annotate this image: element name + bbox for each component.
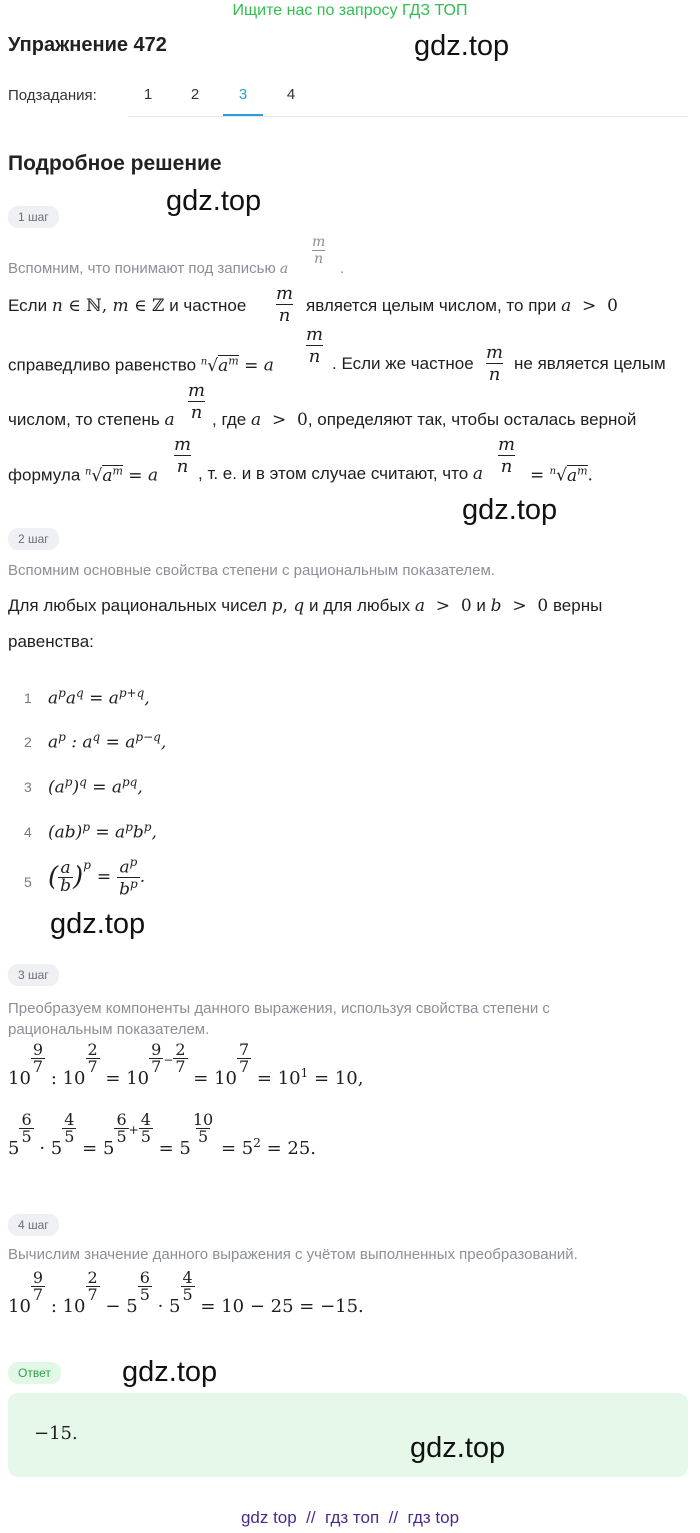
watermark: gdz.top xyxy=(50,908,146,940)
step-badge: 3 шаг xyxy=(8,964,59,986)
text: формула xyxy=(8,465,81,485)
text: Если xyxy=(8,296,48,315)
calc-line-2: 5 $\frac{6}{5}$ · 5 $\frac{4}{5}$ = 5 $\frac{6}{5}$ + $\frac{4}{5}$ = 5 $\frac{10}{5}$ = $5^2 = 25$. xyxy=(8,1110,316,1159)
step1-line3b: , где a > 0, определяют так, чтобы осталась верной xyxy=(212,410,637,430)
answer-badge: Ответ xyxy=(8,1362,61,1384)
property-formula: ( $\frac{a}{b}$ ) p = $\frac{a^p}{b^p}$ . xyxy=(48,855,146,900)
fraction-m-n: m n xyxy=(498,434,516,477)
formula-root: = $^n√a^m$. xyxy=(530,464,593,486)
text: , определяют так, чтобы осталась верной xyxy=(307,410,637,429)
property-formula: $a^pa^q = a^{p+q}$, xyxy=(48,686,150,709)
page-title: Упражнение 472 xyxy=(8,34,167,56)
tab-subtask-1[interactable]: 1 xyxy=(143,86,153,103)
list-number: 2 xyxy=(24,734,32,750)
subtasks-label: Подзадания: xyxy=(8,87,97,104)
answer-box xyxy=(8,1393,688,1477)
step-intro: Вспомним основные свойства степени с рациональным показателем. xyxy=(8,562,495,579)
fraction-m-n: m n xyxy=(188,380,206,423)
fraction-m-n: m n xyxy=(306,324,324,367)
text: . Если же частное xyxy=(332,354,474,373)
text: и для любых xyxy=(308,596,411,615)
active-tab-indicator xyxy=(223,114,263,116)
text: и частное xyxy=(169,296,247,315)
step1-line4: формула $^n√a^m = a$ xyxy=(8,464,159,486)
step1-line2b xyxy=(332,354,474,374)
step1-line1: Если n ∈ ℕ, m ∈ ℤ и частное xyxy=(8,296,247,316)
list-number: 1 xyxy=(24,690,32,706)
punct: . xyxy=(340,260,345,277)
step2-line1: Для любых рациональных чисел p, q и для любых a > 0 и b > 0 верны xyxy=(8,596,603,616)
text: , т. е. и в этом случае считают, что xyxy=(198,464,469,483)
text: числом, то степень xyxy=(8,410,160,429)
property-formula: $a^p$ : $a^q = a^{p-q}$, xyxy=(48,730,167,753)
tab-subtask-4[interactable]: 4 xyxy=(286,86,296,103)
text: Для любых рациональных чисел xyxy=(8,596,267,615)
text: , где xyxy=(212,410,247,429)
step-intro: Вспомним, что понимают под записью a xyxy=(8,260,289,277)
fraction-m-n: m n xyxy=(276,283,294,326)
step1-line3: числом, то степень a xyxy=(8,410,175,430)
property-formula: $(ab)^p = a^pb^p$, xyxy=(48,820,157,843)
watermark: gdz.top xyxy=(410,1432,506,1464)
footer-links[interactable]: gdz top // гдз топ // гдз top xyxy=(240,1508,460,1527)
list-number: 3 xyxy=(24,779,32,795)
watermark: gdz.top xyxy=(166,185,262,217)
watermark: gdz.top xyxy=(414,30,510,62)
watermark: gdz.top xyxy=(462,494,558,526)
step1-line2c: не является целым xyxy=(514,354,666,373)
fraction-m-n: m n xyxy=(174,434,192,477)
step-intro: Преобразуем компоненты данного выражения, используя свойства степени с рациональным показателем. xyxy=(8,1000,550,1038)
calc-line-final: 10 $\frac{9}{7}$ : 10 $\frac{2}{7}$ − 5 $\frac{6}{5}$ · 5 $\frac{4}{5}$ = 10 − 25 = −15. xyxy=(8,1268,364,1317)
watermark: gdz.top xyxy=(122,1356,218,1388)
step-badge: 4 шаг xyxy=(8,1214,59,1236)
tab-subtask-2[interactable]: 2 xyxy=(190,86,200,103)
step-badge: 1 шаг xyxy=(8,206,59,228)
text: справедливо равенство xyxy=(8,355,197,375)
section-title: Подробное решение xyxy=(8,152,222,175)
step2-line2: равенства: xyxy=(8,632,94,651)
step-badge: 2 шаг xyxy=(8,528,59,550)
property-formula: $(a^p)^q = a^{pq}$, xyxy=(48,775,143,798)
step1-line1b: является целым числом, то при a > 0 xyxy=(306,296,618,316)
text: и xyxy=(476,596,486,615)
formula-exponent: m n xyxy=(312,234,326,267)
search-banner: Ищите нас по запросу ГДЗ ТОП xyxy=(232,2,468,19)
step1-line2: справедливо равенство $^n√a^m = a$ xyxy=(8,354,274,376)
text: верны xyxy=(552,596,603,615)
text: является целым числом, то при xyxy=(306,296,557,315)
step-intro: Вычислим значение данного выражения с учётом выполненных преобразований. xyxy=(8,1246,578,1263)
list-number: 4 xyxy=(24,824,32,840)
step1-line4b: , т. е. и в этом случае считают, что a xyxy=(198,464,484,484)
subtasks-tabs xyxy=(128,80,688,117)
tab-subtask-3[interactable]: 3 xyxy=(238,86,248,103)
step-intro-text: Вспомним, что понимают под записью xyxy=(8,260,276,277)
list-number: 5 xyxy=(24,874,32,890)
fraction-m-n: m n xyxy=(486,342,504,385)
answer-value: −15. xyxy=(34,1423,78,1444)
calc-line-1: 10 $\frac{9}{7}$ : 10 $\frac{2}{7}$ = 10 $\frac{9}{7}$ − $\frac{2}{7}$ = 10 $\frac{7}{7}$ = $10^1 = 10$, xyxy=(8,1040,364,1089)
